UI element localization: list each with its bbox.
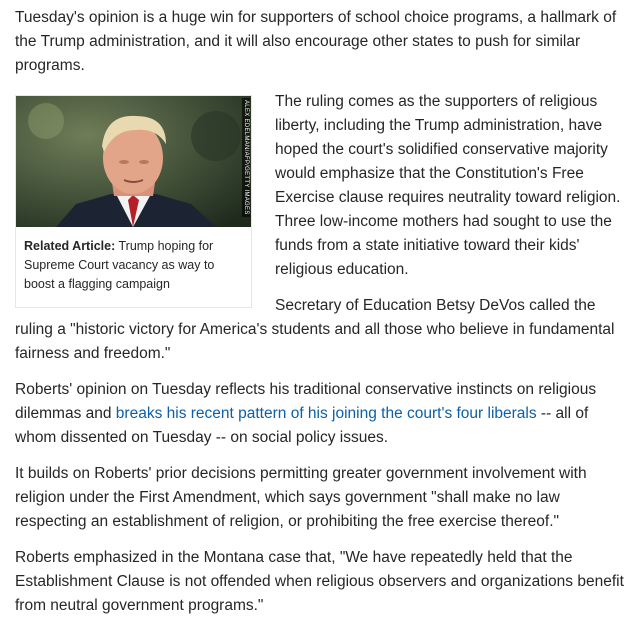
related-article-card[interactable] [15, 95, 252, 308]
photo-credit: ALEX EDELMAN/AFP/GETTY IMAGES [243, 100, 249, 215]
paragraph-ruling: The ruling comes as the supporters of religious liberty, including the Trump administration, have hoped the court's solidified conservative majority would emphasize that the Constitution's Free Exercise clause requires neutrality toward religion. Three low-income mothers had sought to use the funds from a state initiative toward their kids' religious education. [275, 93, 621, 278]
paragraph-devos: Secretary of Education Betsy DeVos called the ruling a "historic victory for America's students and all those who believe in fundamental fairness and freedom." [15, 297, 615, 362]
related-article-label: Related Article: [24, 239, 116, 253]
related-article-photo[interactable] [16, 96, 251, 227]
paragraph-roberts-opinion [15, 378, 627, 450]
paragraph-roberts-text-end: -- all of whom dissented on Tuesday -- on social policy issues. [15, 405, 589, 446]
article-body [15, 6, 627, 630]
paragraph-montana-case: Roberts emphasized in the Montana case that, "We have repeatedly held that the Establishment Clause is not offended when religious observers and organizations benefit from neutral government programs." [15, 549, 624, 614]
related-article-caption[interactable] [16, 227, 251, 307]
paragraph-first-amendment: It builds on Roberts' prior decisions permitting greater government involvement with religion under the First Amendment, which says government "shall make no law respecting an establishment of religion, or prohibiting the free exercise thereof." [15, 465, 587, 530]
related-article-link[interactable]: Trump hoping for Supreme Court vacancy as way to boost a flagging campaign [24, 239, 215, 291]
paragraph-school-choice: Tuesday's opinion is a huge win for supporters of school choice programs, a hallmark of the Trump administration, and it will also encourage other states to push for similar programs. [15, 9, 617, 74]
inline-article-link[interactable]: breaks his recent pattern of his joining the court's four liberals [115, 405, 537, 422]
paragraph-roberts-text-start: Roberts' opinion on Tuesday reflects his traditional conservative instincts on religious dilemmas and [15, 381, 597, 422]
trump-photo-image [16, 96, 251, 227]
